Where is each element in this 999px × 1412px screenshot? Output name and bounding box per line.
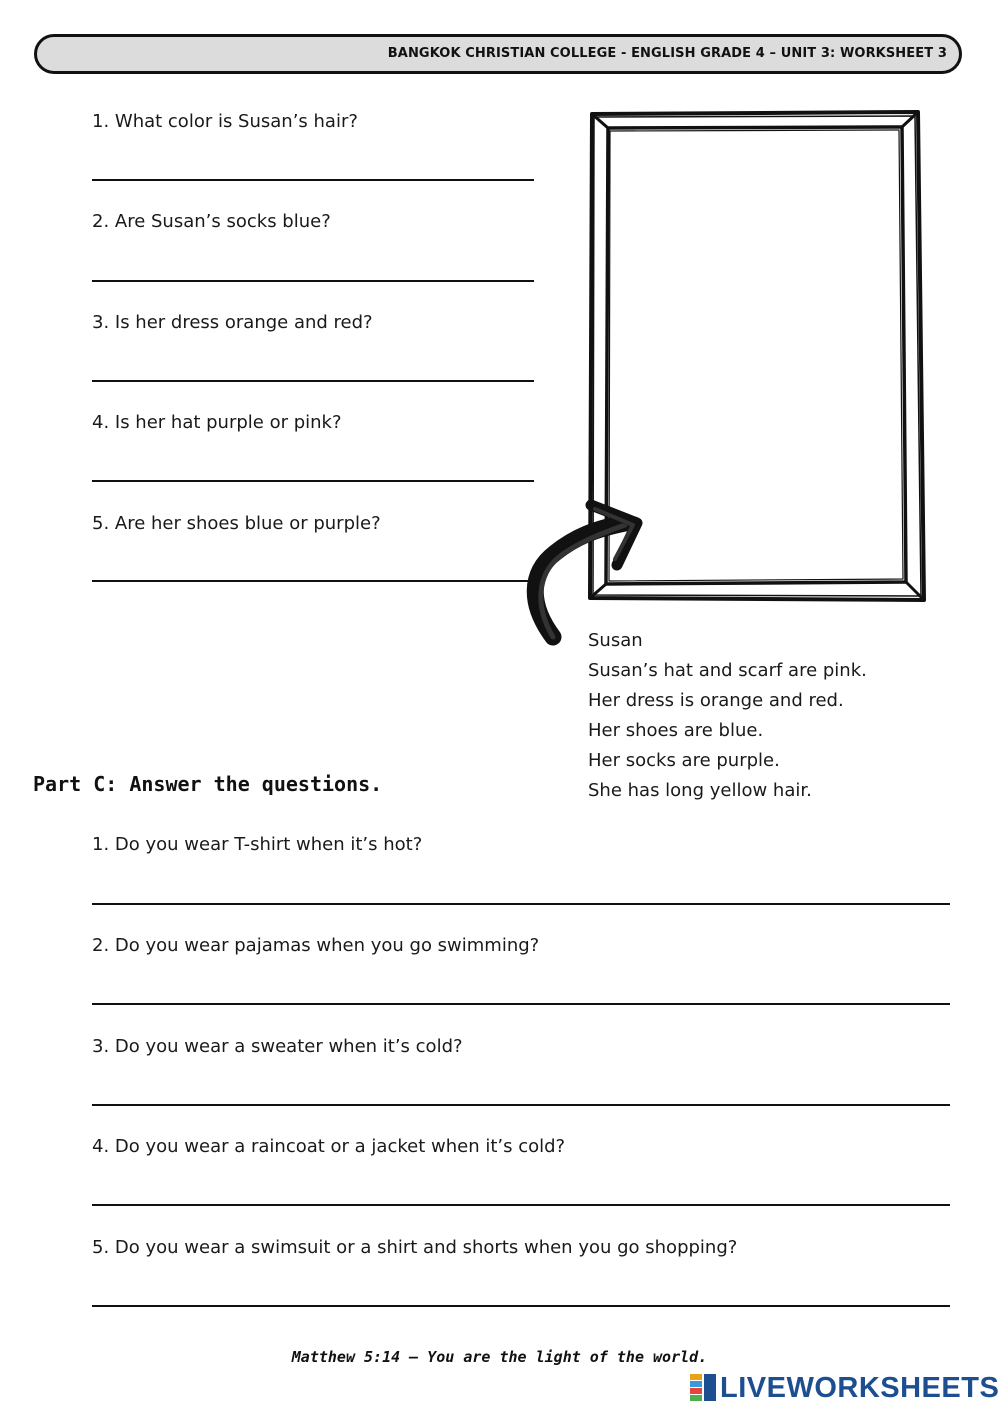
story-line: Her dress is orange and red. xyxy=(588,690,844,711)
part-c-answer-line-4[interactable] xyxy=(92,1204,950,1206)
header-banner xyxy=(34,34,962,74)
story-line: Susan xyxy=(588,630,643,651)
story-line: Her socks are purple. xyxy=(588,750,780,771)
part-c-question-5: 5. Do you wear a swimsuit or a shirt and shorts when you go shopping? xyxy=(92,1237,738,1258)
part-c-heading: Part C: Answer the questions. xyxy=(33,772,383,796)
liveworksheets-brand: LIVEWORKSHEETS xyxy=(720,1371,999,1404)
part-b-question-3: 3. Is her dress orange and red? xyxy=(92,312,373,333)
part-c-answer-line-2[interactable] xyxy=(92,1003,950,1005)
part-c-question-3: 3. Do you wear a sweater when it’s cold? xyxy=(92,1036,463,1057)
part-b-answer-line-5[interactable] xyxy=(92,580,534,582)
bible-verse: Matthew 5:14 – You are the light of the world. xyxy=(291,1348,708,1366)
part-c-question-4: 4. Do you wear a raincoat or a jacket when it’s cold? xyxy=(92,1136,566,1157)
part-b-answer-line-4[interactable] xyxy=(92,480,534,482)
part-b-question-4: 4. Is her hat purple or pink? xyxy=(92,412,342,433)
part-b-question-5: 5. Are her shoes blue or purple? xyxy=(92,513,381,534)
liveworksheets-logo-icon xyxy=(690,1374,716,1402)
part-b-answer-line-1[interactable] xyxy=(92,179,534,181)
story-line: She has long yellow hair. xyxy=(588,780,812,801)
story-text xyxy=(588,626,867,806)
part-c-question-2: 2. Do you wear pajamas when you go swimming? xyxy=(92,935,540,956)
part-c-answer-line-3[interactable] xyxy=(92,1104,950,1106)
part-b-answer-line-3[interactable] xyxy=(92,380,534,382)
part-b-answer-line-2[interactable] xyxy=(92,280,534,282)
story-line: Her shoes are blue. xyxy=(588,720,764,741)
worksheet-title: BANGKOK CHRISTIAN COLLEGE - ENGLISH GRADE 4 – UNIT 3: WORKSHEET 3 xyxy=(387,46,947,61)
part-c-answer-line-5[interactable] xyxy=(92,1305,950,1307)
part-c-answer-line-1[interactable] xyxy=(92,903,950,905)
liveworksheets-logo xyxy=(690,1370,999,1406)
part-b-question-1: 1. What color is Susan’s hair? xyxy=(92,111,358,132)
part-b-question-2: 2. Are Susan’s socks blue? xyxy=(92,211,331,232)
story-line: Susan’s hat and scarf are pink. xyxy=(588,660,867,681)
part-c-question-1: 1. Do you wear T-shirt when it’s hot? xyxy=(92,834,423,855)
